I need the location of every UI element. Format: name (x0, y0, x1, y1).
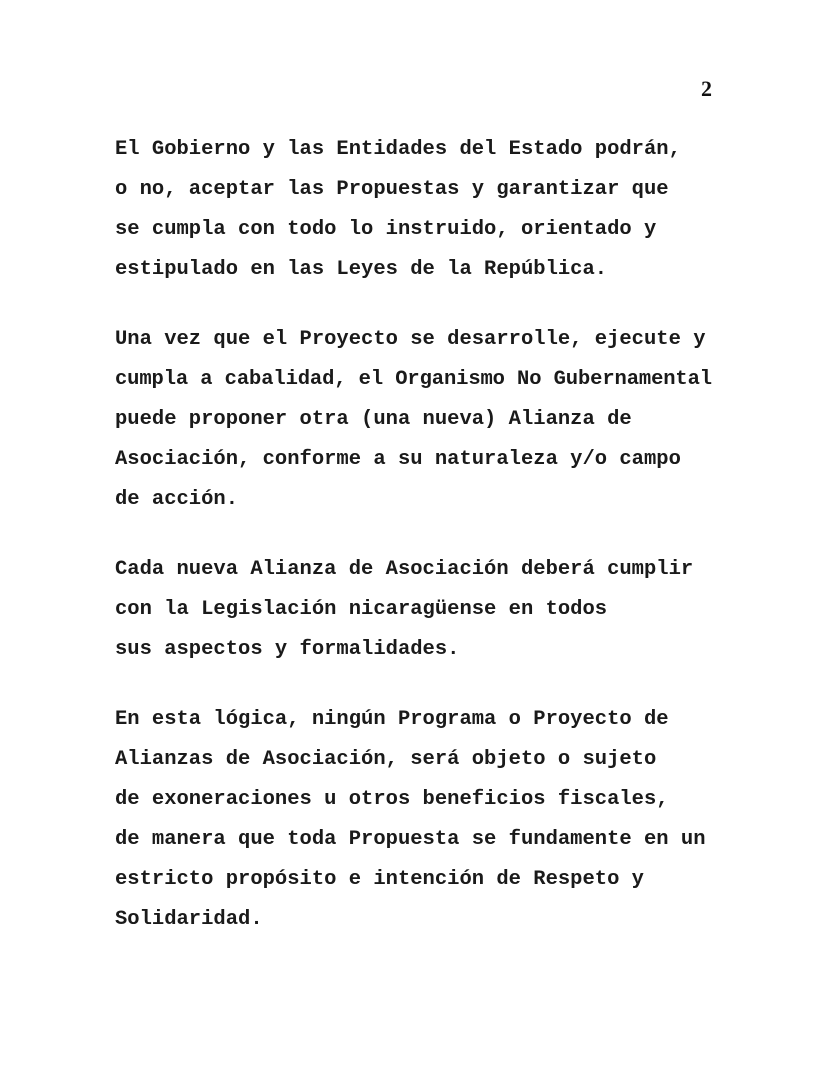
text-line: estricto propósito e intención de Respeto y (115, 868, 644, 891)
text-line: puede proponer otra (una nueva) Alianza de (115, 408, 632, 431)
text-line: Cada nueva Alianza de Asociación deberá cumplir (115, 558, 694, 581)
text-line: Solidaridad. (115, 908, 263, 931)
document-body (115, 130, 712, 970)
paragraph-fiscal-benefits (115, 700, 712, 940)
paragraph-project-completion (115, 320, 712, 520)
text-line: se cumpla con todo lo instruido, orientado y (115, 218, 657, 241)
page-number: 2 (701, 76, 712, 101)
text-line: En esta lógica, ningún Programa o Proyecto de (115, 708, 669, 731)
paragraph-legislation (115, 550, 712, 670)
text-line: Alianzas de Asociación, será objeto o sujeto (115, 748, 657, 771)
text-line: Asociación, conforme a su naturaleza y/o campo (115, 448, 681, 471)
text-line: o no, aceptar las Propuestas y garantizar que (115, 178, 669, 201)
paragraph-government-entities (115, 130, 712, 290)
text-line: sus aspectos y formalidades. (115, 638, 460, 661)
text-line: estipulado en las Leyes de la República. (115, 258, 608, 281)
text-line: de manera que toda Propuesta se fundamente en un (115, 828, 706, 851)
text-line: El Gobierno y las Entidades del Estado podrán, (115, 138, 681, 161)
text-line: Una vez que el Proyecto se desarrolle, ejecute y (115, 328, 706, 351)
text-line: con la Legislación nicaragüense en todos (115, 598, 608, 621)
text-line: de acción. (115, 488, 239, 511)
text-line: de exoneraciones u otros beneficios fiscales, (115, 788, 669, 811)
text-line: cumpla a cabalidad, el Organismo No Gubernamental (115, 368, 712, 391)
